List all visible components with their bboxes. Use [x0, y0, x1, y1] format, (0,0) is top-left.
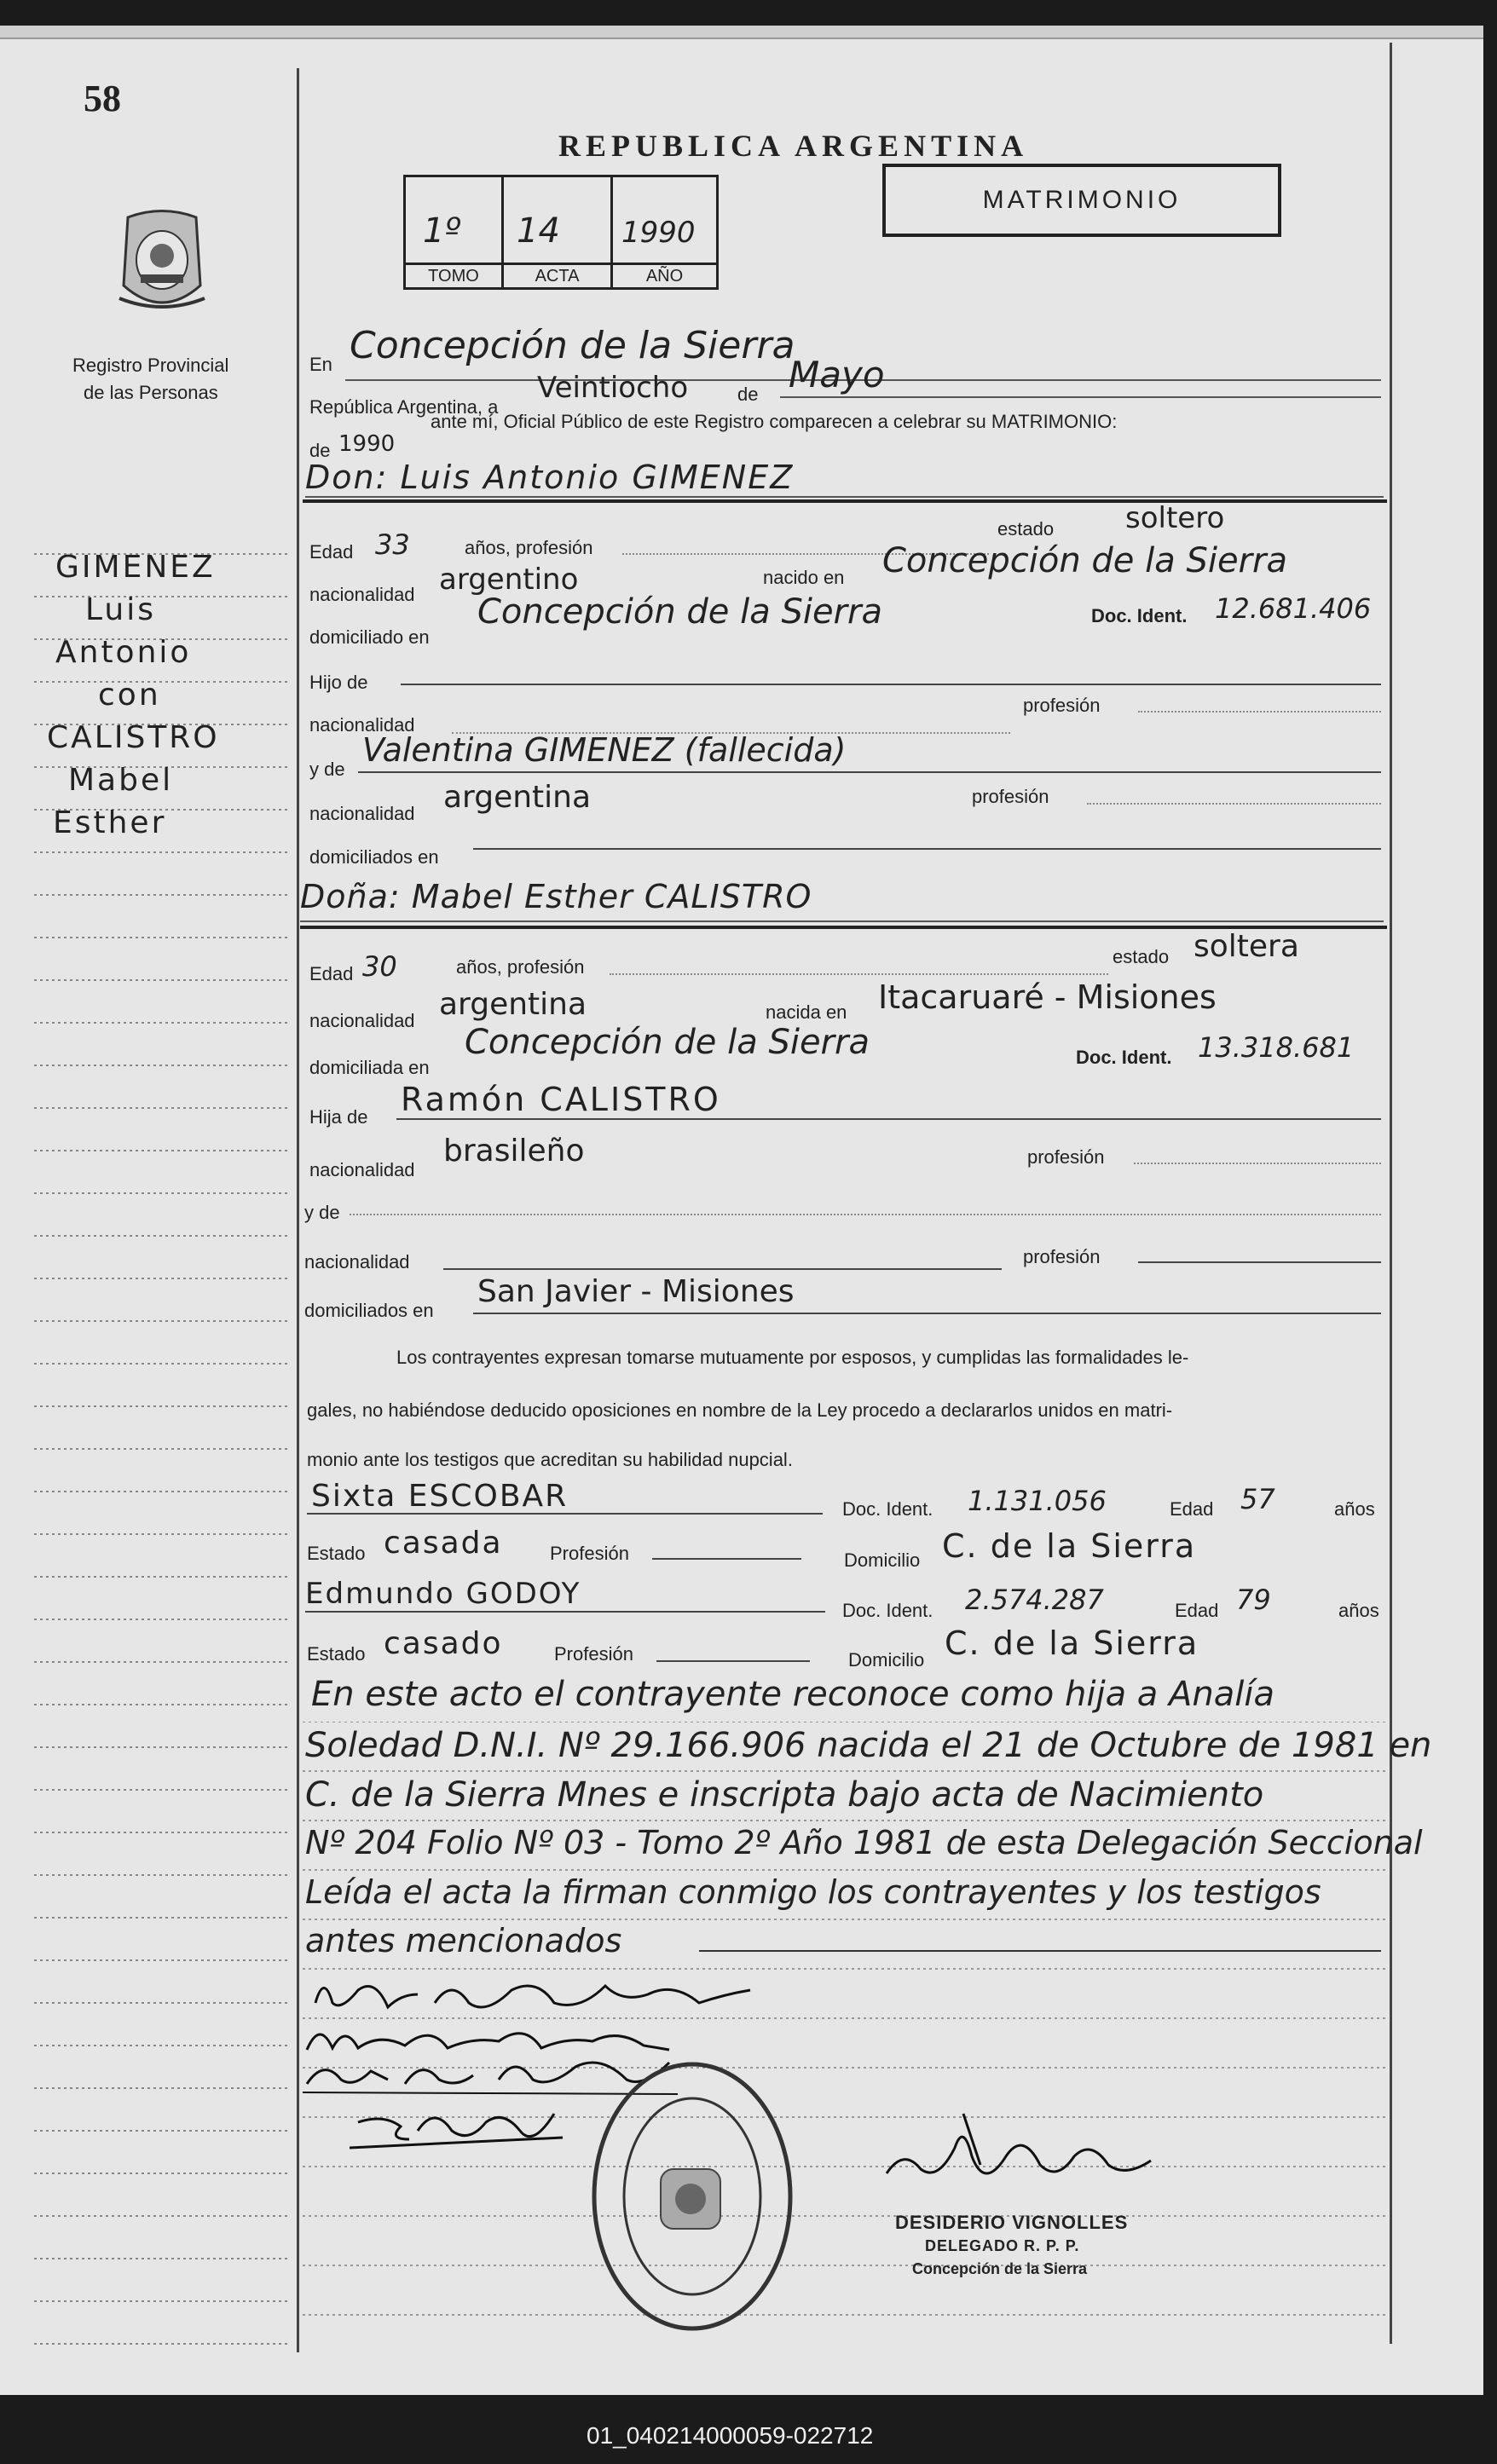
- witness2-prof-line: [656, 1653, 810, 1662]
- doc-type-box: [882, 164, 1281, 237]
- bride-f-nac-label: nacionalidad: [309, 1159, 415, 1180]
- margin-note-6: Mabel: [68, 763, 174, 798]
- page-top-edge: [0, 26, 1483, 39]
- groom-f-prof-label: profesión: [1023, 695, 1101, 716]
- witness1-doc: 1.131.056: [968, 1485, 1107, 1517]
- bride-anos-label: años, profesión: [456, 956, 585, 978]
- bride-m-prof-line: [1138, 1253, 1381, 1263]
- groom-name: Don: Luis Antonio GIMENEZ: [305, 459, 795, 496]
- bride-doms-line: [473, 1304, 1381, 1314]
- witness2-name: Edmundo GODOY: [305, 1577, 581, 1611]
- witness2-estado-label: Estado: [307, 1643, 366, 1665]
- note-line-4: Nº 204 Folio Nº 03 - Tomo 2º Año 1981 de esta Delegación Seccional: [305, 1824, 1423, 1861]
- bride-edad-label: Edad: [309, 963, 354, 984]
- bride-y-de-label: y de: [304, 1202, 340, 1223]
- en-label: En: [309, 354, 332, 375]
- de-label: de: [737, 384, 759, 405]
- intro-text: ante mí, Oficial Público de este Registro comparecen a celebrar su MATRIMONIO:: [431, 411, 1118, 432]
- witness1-prof-label: Profesión: [550, 1543, 629, 1564]
- bride-father: Ramón CALISTRO: [401, 1081, 721, 1118]
- declaration-line-1: Los contrayentes expresan tomarse mutuamente por esposos, y cumplidas las formalidades le-: [396, 1347, 1189, 1368]
- ano-value: 1990: [621, 216, 696, 250]
- bride-m-prof-label: profesión: [1023, 1246, 1101, 1267]
- groom-doc: 12.681.406: [1215, 592, 1372, 625]
- margin-note-4: con: [98, 678, 161, 713]
- right-rule: [1390, 43, 1392, 2344]
- official-name: DESIDERIO VIGNOLLES: [895, 2212, 1129, 2233]
- declaration-line-2: gales, no habiéndose deducido oposiciones en nombre de la Ley procedo a declararlos unidos en matri-: [307, 1399, 1173, 1421]
- margin-note-2: Luis: [85, 592, 156, 627]
- witness1-estado-label: Estado: [307, 1543, 366, 1564]
- bride-f-prof-line: [1134, 1151, 1381, 1164]
- official-stamp: [588, 2058, 797, 2335]
- groom-m-prof-label: profesión: [972, 786, 1049, 807]
- margin-note-1: GIMENEZ: [55, 550, 216, 585]
- bride-m-nac-line: [443, 1260, 1002, 1270]
- groom-nac-label: nacionalidad: [309, 584, 415, 605]
- groom-mother: Valentina GIMENEZ (fallecida): [362, 731, 847, 769]
- acta-value: 14: [517, 211, 560, 251]
- note-line-6: antes mencionados: [305, 1922, 622, 1959]
- registry-cell-acta: [504, 177, 613, 287]
- note-line-1: En este acto el contrayente reconoce como hija a Analía: [311, 1675, 1274, 1714]
- witness1-prof-line: [652, 1551, 801, 1560]
- witness1-dom-label: Domicilio: [844, 1549, 921, 1571]
- bride-nacionalidad: argentina: [439, 987, 587, 1022]
- country-title: REPUBLICA ARGENTINA: [558, 129, 1029, 163]
- month-line: [780, 388, 1381, 398]
- groom-nacido: Concepción de la Sierra: [882, 541, 1287, 580]
- witness1-domicilio: C. de la Sierra: [942, 1527, 1197, 1565]
- groom-estado-label: estado: [997, 518, 1055, 540]
- witness1-name-line: [307, 1504, 823, 1515]
- bride-hija-label: Hija de: [309, 1106, 368, 1128]
- groom-name-line: [305, 488, 1384, 498]
- witness1-edad: 57: [1240, 1483, 1275, 1515]
- bride-nac-label: nacionalidad: [309, 1010, 415, 1031]
- signature-groom: [307, 1969, 767, 2020]
- witness1-anos-label: años: [1334, 1498, 1375, 1520]
- witness2-dom-label: Domicilio: [848, 1649, 925, 1671]
- bride-doms: San Javier - Misiones: [477, 1274, 795, 1309]
- groom-father-line: [401, 675, 1381, 685]
- de-year-label: de: [309, 440, 331, 461]
- witness2-doc-label: Doc. Ident.: [842, 1600, 933, 1621]
- page-number: 58: [84, 78, 121, 119]
- margin-note-3: Antonio: [55, 635, 192, 670]
- official-title: DELEGADO R. P. P.: [925, 2237, 1080, 2254]
- groom-doms-line: [473, 840, 1381, 850]
- groom-estado: soltero: [1125, 501, 1225, 535]
- bride-estado: soltera: [1194, 929, 1299, 964]
- groom-doms-label: domiciliados en: [309, 846, 439, 868]
- declaration-line-3: monio ante los testigos que acreditan su habilidad nupcial.: [307, 1449, 793, 1470]
- groom-y-de-label: y de: [309, 759, 345, 780]
- note-line-5: Leída el acta la firman conmigo los contrayentes y los testigos: [305, 1873, 1321, 1911]
- witness1-name: Sixta ESCOBAR: [311, 1479, 569, 1514]
- tomo-value: 1º: [423, 211, 461, 251]
- groom-edad-label: Edad: [309, 541, 354, 563]
- groom-m-nac-label: nacionalidad: [309, 803, 415, 824]
- tomo-label: TOMO: [406, 263, 501, 286]
- bride-name: Doña: Mabel Esther CALISTRO: [300, 878, 812, 915]
- groom-edad: 33: [375, 528, 410, 561]
- margin-rule: [297, 68, 299, 2352]
- note-line-3: C. de la Sierra Mnes e inscripta bajo acta de Nacimiento: [305, 1775, 1264, 1815]
- bride-f-prof-label: profesión: [1027, 1146, 1105, 1168]
- document-page: [0, 26, 1483, 2395]
- groom-hijo-label: Hijo de: [309, 672, 368, 693]
- registry-name-line1: Registro Provincial: [72, 355, 229, 376]
- bride-name-line: [300, 912, 1384, 922]
- groom-f-nac-label: nacionalidad: [309, 714, 415, 736]
- place-value: Concepción de la Sierra: [350, 324, 795, 367]
- groom-anos-label: años, profesión: [465, 537, 593, 558]
- bride-mother-line: [350, 1202, 1381, 1215]
- witness2-anos-label: años: [1338, 1600, 1379, 1621]
- registry-seal: [111, 205, 213, 320]
- bride-doc: 13.318.681: [1198, 1031, 1355, 1064]
- bride-father-line: [396, 1110, 1381, 1120]
- witness1-edad-label: Edad: [1170, 1498, 1214, 1520]
- official-place: Concepción de la Sierra: [912, 2260, 1088, 2277]
- republica-label: República Argentina, a: [309, 396, 499, 418]
- bride-edad: 30: [362, 950, 397, 983]
- witness2-estado: casado: [384, 1626, 503, 1661]
- month-value: Mayo: [789, 354, 885, 395]
- registry-box: [403, 175, 719, 290]
- witness2-prof-label: Profesión: [554, 1643, 633, 1665]
- witness2-name-line: [305, 1602, 825, 1613]
- groom-m-nac: argentina: [443, 780, 592, 815]
- margin-note-5: CALISTRO: [47, 720, 220, 755]
- bride-m-nac-label: nacionalidad: [304, 1251, 410, 1272]
- day-value: Veintiocho: [537, 371, 689, 405]
- signature-witness2: [350, 2097, 571, 2165]
- registry-cell-tomo: [406, 177, 504, 287]
- groom-f-prof-line: [1138, 699, 1381, 713]
- registry-name-line2: de las Personas: [84, 382, 218, 403]
- bride-doc-label: Doc. Ident.: [1076, 1047, 1172, 1068]
- year-value: 1990: [338, 431, 396, 457]
- margin-note-7: Esther: [53, 805, 167, 840]
- signature-official: [878, 2097, 1159, 2199]
- groom-mother-line: [358, 763, 1381, 773]
- note-end-line: [699, 1943, 1381, 1952]
- bride-domicilio: Concepción de la Sierra: [465, 1023, 870, 1062]
- acta-label: ACTA: [504, 263, 610, 286]
- bride-doms-label: domiciliados en: [304, 1300, 434, 1321]
- witness2-doc: 2.574.287: [965, 1584, 1104, 1616]
- groom-m-prof-line: [1087, 791, 1381, 805]
- bride-nacida-label: nacida en: [766, 1001, 847, 1023]
- witness1-estado: casada: [384, 1526, 503, 1561]
- bride-prof-line: [610, 961, 1108, 975]
- groom-nacido-label: nacido en: [763, 567, 845, 588]
- groom-dom-label: domiciliado en: [309, 626, 430, 648]
- witness2-edad: 79: [1236, 1584, 1271, 1616]
- bride-estado-label: estado: [1113, 946, 1170, 967]
- witness1-doc-label: Doc. Ident.: [842, 1498, 933, 1520]
- groom-domicilio: Concepción de la Sierra: [477, 592, 882, 632]
- ano-label: AÑO: [613, 263, 716, 286]
- doc-type: MATRIMONIO: [982, 186, 1182, 214]
- note-line-2: Soledad D.N.I. Nº 29.166.906 nacida el 21 de Octubre de 1981 en: [305, 1726, 1432, 1765]
- witness2-edad-label: Edad: [1175, 1600, 1219, 1621]
- witness2-domicilio: C. de la Sierra: [945, 1624, 1199, 1662]
- bride-nacida: Itacaruaré - Misiones: [878, 978, 1217, 1016]
- bride-dom-label: domiciliada en: [309, 1057, 430, 1078]
- registry-cell-ano: [613, 177, 716, 287]
- bride-f-nac: brasileño: [443, 1134, 585, 1169]
- footer-code: 01_040214000059-022712: [587, 2422, 874, 2449]
- groom-doc-label: Doc. Ident.: [1091, 605, 1188, 626]
- groom-nacionalidad: argentino: [439, 563, 579, 597]
